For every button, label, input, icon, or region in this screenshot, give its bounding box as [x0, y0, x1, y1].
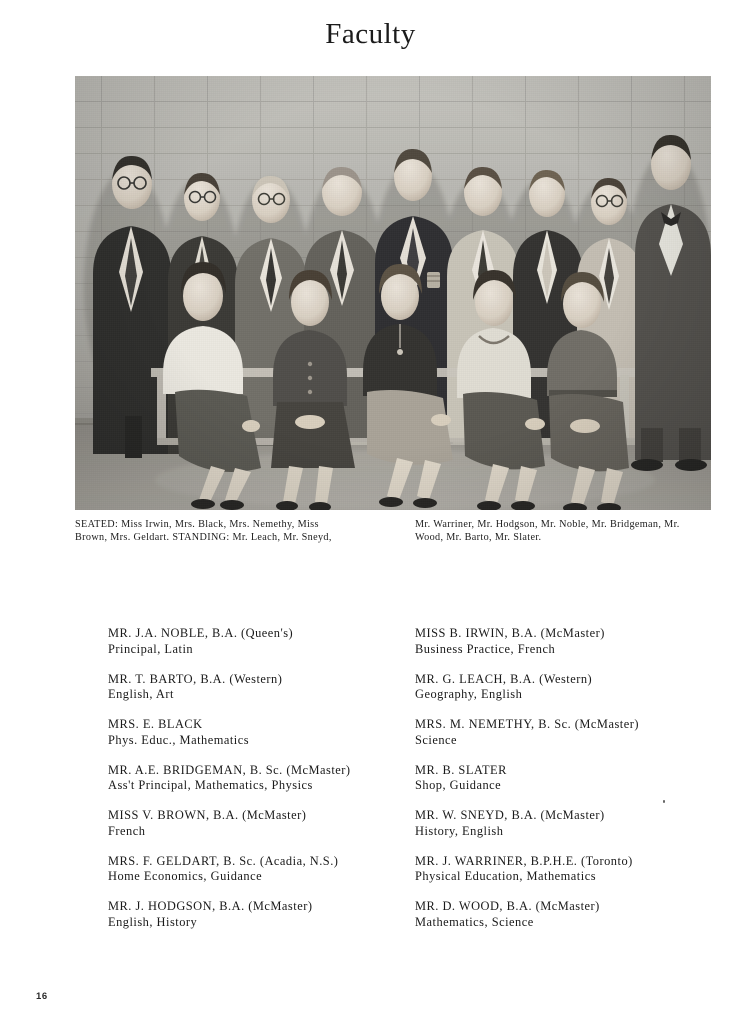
faculty-list: [0, 626, 741, 930]
faculty-entry: [108, 626, 408, 657]
faculty-entry: [415, 808, 735, 839]
faculty-entry: [415, 899, 735, 930]
faculty-subjects: Ass't Principal, Mathematics, Physics: [108, 778, 313, 792]
caption-line: SEATED: Miss Irwin, Mrs. Black, Mrs. Nemethy, Miss: [75, 519, 319, 530]
faculty-subjects: History, English: [415, 823, 504, 838]
faculty-column-left: [108, 626, 408, 930]
faculty-name: MISS B. IRWIN, B.A. (McMaster): [415, 626, 605, 640]
faculty-entry: [108, 717, 408, 748]
faculty-entry: [415, 854, 735, 885]
page-number: 16: [36, 991, 48, 1002]
print-speck: [663, 800, 665, 803]
faculty-name: MRS. F. GELDART, B. Sc. (Acadia, N.S.): [108, 853, 339, 868]
faculty-name: MRS. E. BLACK: [108, 717, 203, 731]
faculty-subjects: Physical Education, Mathematics: [415, 869, 597, 883]
faculty-name: MR. J. WARRINER, B.P.H.E. (Toronto): [415, 853, 633, 868]
photo-caption: [75, 518, 715, 544]
faculty-name: MR. T. BARTO, B.A. (Western): [108, 671, 283, 686]
caption-column-left: [75, 518, 375, 544]
faculty-entry: [108, 899, 408, 930]
faculty-name: MR. D. WOOD, B.A. (McMaster): [415, 899, 600, 913]
caption-line: Brown, Mrs. Geldart. STANDING: Mr. Leach, Mr. Sneyd,: [75, 532, 332, 543]
faculty-subjects: English, History: [108, 914, 198, 929]
faculty-subjects: Geography, English: [415, 687, 523, 701]
faculty-entry: [415, 626, 735, 657]
faculty-subjects: French: [108, 823, 146, 838]
faculty-name: MR. W. SNEYD, B.A. (McMaster): [415, 808, 605, 822]
faculty-name: MR. J. HODGSON, B.A. (McMaster): [108, 899, 313, 913]
faculty-column-right: [415, 626, 735, 930]
faculty-name: MR. G. LEACH, B.A. (Western): [415, 671, 593, 686]
caption-line: Wood, Mr. Barto, Mr. Slater.: [415, 532, 542, 543]
faculty-subjects: Mathematics, Science: [415, 914, 534, 929]
faculty-subjects: Phys. Educ., Mathematics: [108, 732, 250, 747]
faculty-entry: [108, 808, 408, 839]
faculty-subjects: Principal, Latin: [108, 641, 194, 656]
faculty-subjects: Science: [415, 732, 458, 747]
faculty-subjects: Business Practice, French: [415, 641, 556, 656]
faculty-subjects: Home Economics, Guidance: [108, 869, 263, 883]
faculty-name: MRS. M. NEMETHY, B. Sc. (McMaster): [415, 717, 639, 731]
faculty-entry: [108, 854, 408, 885]
caption-line: Mr. Warriner, Mr. Hodgson, Mr. Noble, Mr. Bridgeman, Mr.: [415, 519, 680, 530]
faculty-subjects: English, Art: [108, 687, 174, 701]
photo-illustration: [75, 76, 711, 510]
faculty-subjects: Shop, Guidance: [415, 778, 502, 792]
page-title: Faculty: [325, 18, 416, 50]
faculty-entry: [415, 763, 735, 794]
faculty-entry: [108, 672, 408, 703]
faculty-name: MR. B. SLATER: [415, 762, 507, 777]
faculty-name: MISS V. BROWN, B.A. (McMaster): [108, 808, 307, 822]
caption-column-right: [393, 518, 715, 544]
faculty-entry: [415, 717, 735, 748]
faculty-entry: [415, 672, 735, 703]
faculty-name: MR. J.A. NOBLE, B.A. (Queen's): [108, 626, 294, 640]
faculty-entry: [108, 763, 408, 794]
faculty-group-photo: [75, 76, 711, 510]
faculty-name: MR. A.E. BRIDGEMAN, B. Sc. (McMaster): [108, 762, 351, 777]
